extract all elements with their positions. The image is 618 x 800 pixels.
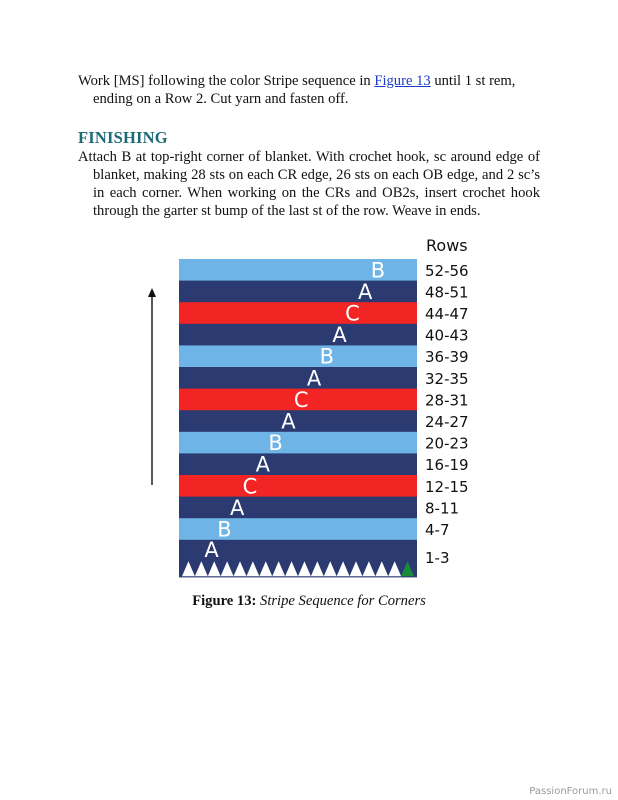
stripe-letter-40-43: A <box>332 323 347 348</box>
caption-text: Stripe Sequence for Corners <box>260 593 426 609</box>
stripe-44-47 <box>179 302 417 324</box>
stripe-24-27 <box>179 410 417 432</box>
row-label-1-3: 1-3 <box>425 548 450 567</box>
stripe-36-39 <box>179 345 417 367</box>
stripe-48-51 <box>179 281 417 303</box>
stripe-letter-44-47: C <box>345 301 360 326</box>
row-label-24-27: 24-27 <box>425 413 469 431</box>
stripe-40-43 <box>179 324 417 346</box>
stripe-letter-48-51: A <box>358 279 373 304</box>
stripe-12-15 <box>179 475 417 497</box>
paragraph-text-start: Work [MS] following the color Stripe sequence in <box>78 73 375 89</box>
finishing-heading: FINISHING <box>78 128 168 147</box>
row-label-16-19: 16-19 <box>425 456 469 475</box>
stripe-letter-52-56: B <box>370 258 386 283</box>
row-label-44-47: 44-47 <box>425 305 469 323</box>
stripe-letter-16-19: A <box>255 452 270 477</box>
row-label-12-15: 12-15 <box>425 477 469 496</box>
stripe-letter-28-31: C <box>293 387 309 412</box>
paragraph-text-end: until 1 st rem, ending on a Row 2. Cut yarn and fasten off. <box>93 73 516 107</box>
row-labels <box>425 262 469 567</box>
stripe-8-11 <box>179 497 417 519</box>
stripe-letter-1-3: A <box>204 537 219 562</box>
figure-13-link[interactable]: Figure 13 <box>374 73 431 89</box>
stripe-bars <box>179 259 417 577</box>
rows-header: Rows <box>426 236 468 255</box>
stripe-16-19 <box>179 453 417 475</box>
row-label-48-51: 48-51 <box>425 283 469 302</box>
caption-label: Figure 13: <box>192 593 257 609</box>
stripe-letter-24-27: A <box>281 409 296 434</box>
row-label-36-39: 36-39 <box>425 348 469 367</box>
row-label-52-56: 52-56 <box>425 261 469 280</box>
up-arrow-icon <box>148 288 156 485</box>
finishing-paragraph: Attach B at top-right corner of blanket. With crochet hook, sc around edge of blanket, making 28 sts on each CR edge, 26 sts on each OB edge, and 2 sc’s in each corner. When working on the CRs and OB2s, insert crochet hook through the garter st bump of the last st of the row. Weave in ends. <box>78 149 540 219</box>
row-label-20-23: 20-23 <box>425 434 469 453</box>
stripe-20-23 <box>179 432 417 454</box>
stripe-letter-32-35: A <box>306 366 322 391</box>
figure-caption <box>0 593 618 610</box>
stripe-letter-4-7: B <box>217 517 232 542</box>
row-label-8-11: 8-11 <box>425 499 460 518</box>
row-label-40-43: 40-43 <box>425 326 469 345</box>
stripe-letter-20-23: B <box>268 431 283 456</box>
row-label-32-35: 32-35 <box>425 369 469 388</box>
row-label-4-7: 4-7 <box>425 521 450 539</box>
stripe-letter-8-11: A <box>230 495 245 520</box>
stripe-32-35 <box>179 367 417 389</box>
stripe-letter-36-39: B <box>319 344 335 369</box>
watermark: PassionForum.ru <box>529 786 612 797</box>
row-label-28-31: 28-31 <box>425 391 469 410</box>
stripe-letter-12-15: C <box>242 474 258 499</box>
